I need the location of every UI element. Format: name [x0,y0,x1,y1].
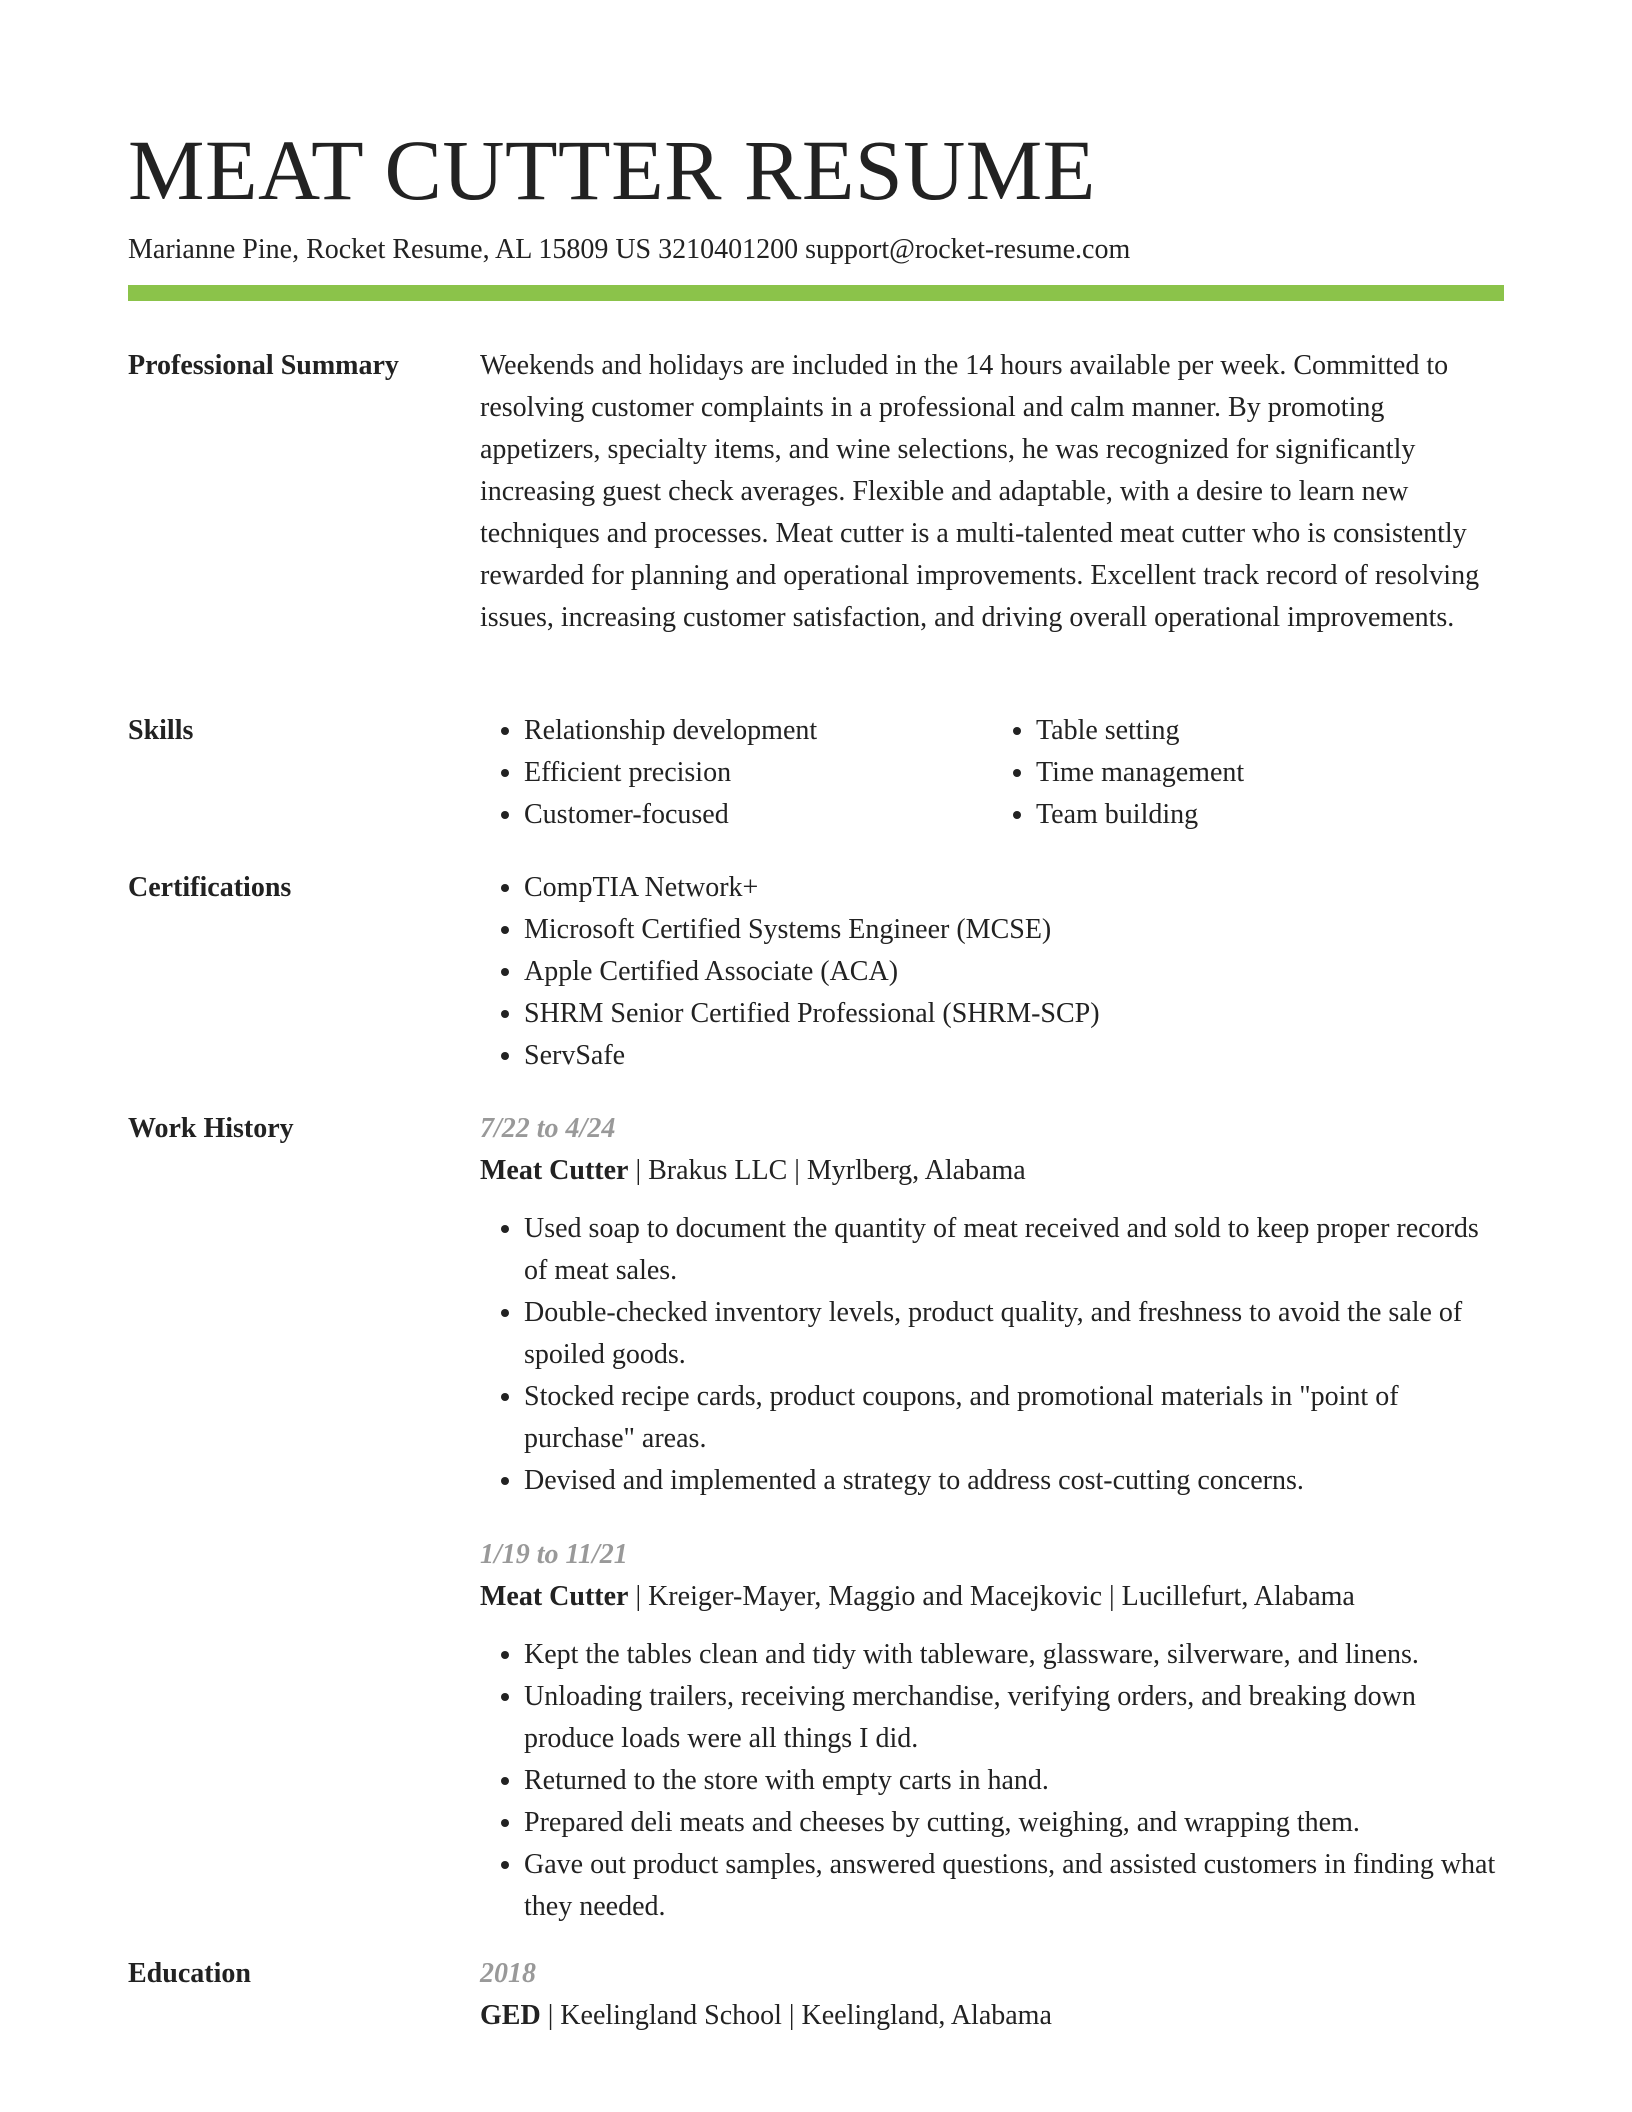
header-divider [128,285,1504,301]
education-line [480,1995,1504,2037]
list-item: • Returned to the store with empty carts in hand. [524,1760,1504,1802]
list-item: • Time management [1036,752,1504,794]
contact-line [128,232,1130,268]
list-item: • Unloading trailers, receiving merchandise, verifying orders, and breaking down produce loads were all things I did. [524,1676,1504,1760]
job-entry [480,1534,1504,1928]
certifications-body [480,867,1504,1077]
list-item: • Used soap to document the quantity of meat received and sold to keep proper records of meat sales. [524,1208,1504,1292]
contact-email: support@rocket-resume.com [805,234,1131,265]
list-item: • Devised and implemented a strategy to address cost-cutting concerns. [524,1460,1504,1502]
job-title-line [480,1576,1504,1618]
work-history-label: Work History [128,1113,294,1144]
list-item: • Kept the tables clean and tidy with tableware, glassware, silverware, and linens. [524,1634,1504,1676]
list-item: • Apple Certified Associate (ACA) [524,951,1504,993]
list-item: • Double-checked inventory levels, product quality, and freshness to avoid the sale of spoiled goods. [524,1292,1504,1376]
list-item: • Customer-focused [524,794,992,836]
contact-name-location: Marianne Pine, Rocket Resume, AL 15809 US [128,234,652,265]
summary-text: Weekends and holidays are included in the 14 hours available per week. Committed to resolving customer complaints in a professional and calm manner. By promoting appetizers, specialty items, and wine selections, he was recognized for significantly increasing guest check averages. Flexible and adaptable, with a desire to learn new techniques and processes. Meat cutter is a multi-talented meat cutter who is consistently rewarded for planning and operational improvements. Excellent track record of resolving issues, increasing customer satisfaction, and driving overall operational improvements. [480,350,1480,633]
job-entry [480,1108,1504,1502]
list-item: • Microsoft Certified Systems Engineer (MCSE) [524,909,1504,951]
job-role: Meat Cutter [480,1155,629,1186]
job-dates: 1/19 to 11/21 [480,1539,628,1570]
education-year: 2018 [480,1958,536,1989]
job-details: | Brakus LLC | Myrlberg, Alabama [635,1155,1026,1186]
education-label: Education [128,1958,251,1989]
list-item: • Gave out product samples, answered questions, and assisted customers in finding what they needed. [524,1844,1504,1928]
job-bullets [480,1208,1504,1502]
job-title-line [480,1150,1504,1192]
resume-title: MEAT CUTTER RESUME [128,122,1096,218]
list-item: • ServSafe [524,1035,1504,1077]
skills-label: Skills [128,715,194,746]
skills-column-2 [992,710,1504,836]
job-details: | Kreiger-Mayer, Maggio and Macejkovic | Lucillefurt, Alabama [635,1581,1355,1612]
job-dates: 7/22 to 4/24 [480,1113,616,1144]
education-body [480,1953,1504,2037]
contact-phone: 3210401200 [658,234,799,265]
list-item: • Table setting [1036,710,1504,752]
job-bullets [480,1634,1504,1928]
certifications-list [480,867,1504,1077]
summary-label: Professional Summary [128,350,399,381]
list-item: • Stocked recipe cards, product coupons, and promotional materials in "point of purchase" areas. [524,1376,1504,1460]
job-role: Meat Cutter [480,1581,629,1612]
list-item: • Prepared deli meats and cheeses by cutting, weighing, and wrapping them. [524,1802,1504,1844]
list-item: • CompTIA Network+ [524,867,1504,909]
summary-body [480,345,1504,639]
list-item: • SHRM Senior Certified Professional (SHRM-SCP) [524,993,1504,1035]
skills-column-1 [480,710,992,836]
work-history-body [480,1108,1504,1928]
education-degree: GED [480,2000,541,2031]
list-item: • Team building [1036,794,1504,836]
list-item: • Relationship development [524,710,992,752]
certifications-label: Certifications [128,872,292,903]
skills-body [480,710,1504,836]
list-item: • Efficient precision [524,752,992,794]
education-details: | Keelingland School | Keelingland, Alabama [547,2000,1052,2031]
